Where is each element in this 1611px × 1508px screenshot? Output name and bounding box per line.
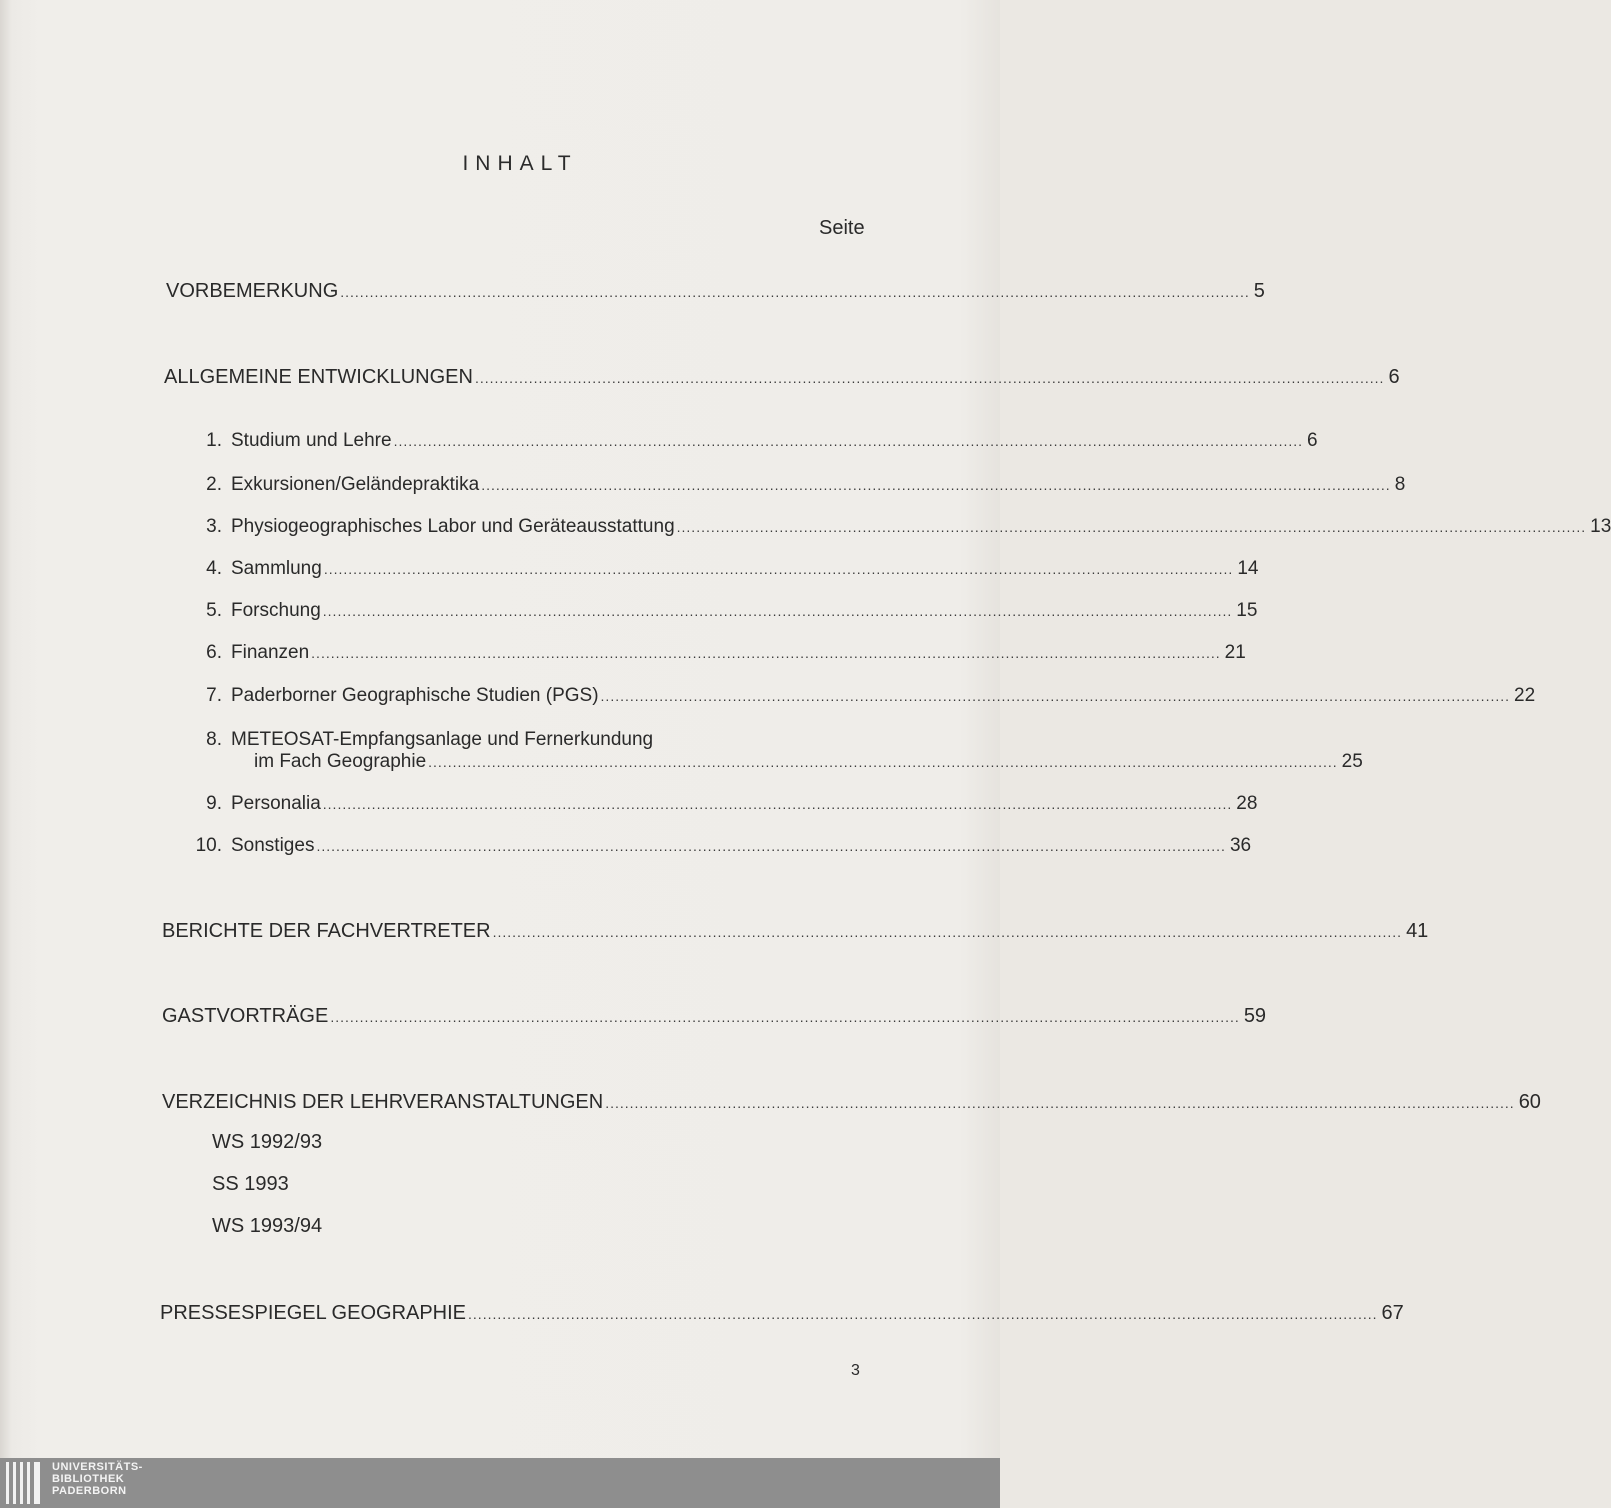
page-title: INHALT [462,152,578,175]
dot-leader: .......................................................................................................................................................................................... [323,561,1234,577]
toc-entry-verzeichnis: VERZEICHNIS DER LEHRVERANSTALTUNGEN .......................................................................................................................................................................................... 60 [162,1091,1541,1113]
semester-item: WS 1993/94 [212,1215,323,1237]
dot-leader: .......................................................................................................................................................................................... [330,1009,1240,1025]
dot-leader: .......................................................................................................................................................................................... [481,477,1391,493]
dot-leader: .......................................................................................................................................................................................... [316,838,1226,854]
dot-leader: .......................................................................................................................................................................................... [311,645,1221,661]
semester-item: WS 1992/93 [212,1131,323,1153]
toc-entry-allgemeine: ALLGEMEINE ENTWICKLUNGEN .......................................................................................................................................................................................... 6 [164,366,1400,388]
toc-subentry: 6. Finanzen .......................................................................................................................................................................................... 21 [206,642,1246,663]
toc-entry-pressespiegel: PRESSESPIEGEL GEOGRAPHIE .......................................................................................................................................................................................... 67 [160,1302,1404,1324]
toc-subentry: 9. Personalia .......................................................................................................................................................................................... 28 [206,793,1258,814]
toc-entry-vorbemerkung: VORBEMERKUNG .......................................................................................................................................................................................... 5 [166,280,1265,302]
dot-leader: .......................................................................................................................................................................................... [492,924,1403,940]
toc-subentry: 1. Studium und Lehre .......................................................................................................................................................................................... 6 [206,430,1318,451]
toc-subentry: 4. Sammlung .......................................................................................................................................................................................... 14 [206,558,1259,579]
toc-subentry: 5. Forschung .......................................................................................................................................................................................... 15 [206,600,1258,621]
library-logo-icon [6,1462,42,1504]
seite-column-header: Seite [819,217,865,239]
dot-leader: .......................................................................................................................................................................................... [600,688,1511,704]
dot-leader: .......................................................................................................................................................................................... [393,433,1304,449]
dot-leader: .......................................................................................................................................................................................... [605,1095,1515,1111]
toc-entry-berichte: BERICHTE DER FACHVERTRETER .......................................................................................................................................................................................... 41 [162,920,1429,942]
toc-subentry: 2. Exkursionen/Geländepraktika .......................................................................................................................................................................................... 8 [206,474,1406,495]
page-number: 3 [851,1362,860,1379]
toc-subentry: 7. Paderborner Geographische Studien (PGS) .......................................................................................................................................................................................... 22 [206,685,1536,706]
toc-subentry: 10. Sonstiges .......................................................................................................................................................................................... 36 [195,835,1252,856]
dot-leader: .......................................................................................................................................................................................... [340,284,1250,300]
dot-leader: .......................................................................................................................................................................................... [322,796,1233,812]
dot-leader: .......................................................................................................................................................................................... [468,1306,1378,1322]
semester-item: SS 1993 [212,1173,289,1195]
toc-subentry-heading: 8. METEOSAT-Empfangsanlage und Fernerkundung [206,729,654,750]
dot-leader: .......................................................................................................................................................................................... [474,370,1385,386]
toc-entry-gastvortraege: GASTVORTRÄGE .......................................................................................................................................................................................... 59 [162,1005,1267,1027]
dot-leader: .......................................................................................................................................................................................... [676,519,1587,535]
library-logo-text: UNIVERSITÄTS- BIBLIOTHEK PADERBORN [52,1461,143,1497]
dot-leader: .......................................................................................................................................................................................... [322,603,1233,619]
dot-leader: .......................................................................................................................................................................................... [428,754,1338,770]
toc-subentry-continuation: im Fach Geographie .......................................................................................................................................................................................... 25 [254,751,1363,772]
library-footer-bar [0,1458,1000,1508]
toc-subentry: 3. Physiogeographisches Labor und Geräteausstattung .......................................................................................................................................................................................... 13 [206,516,1611,537]
